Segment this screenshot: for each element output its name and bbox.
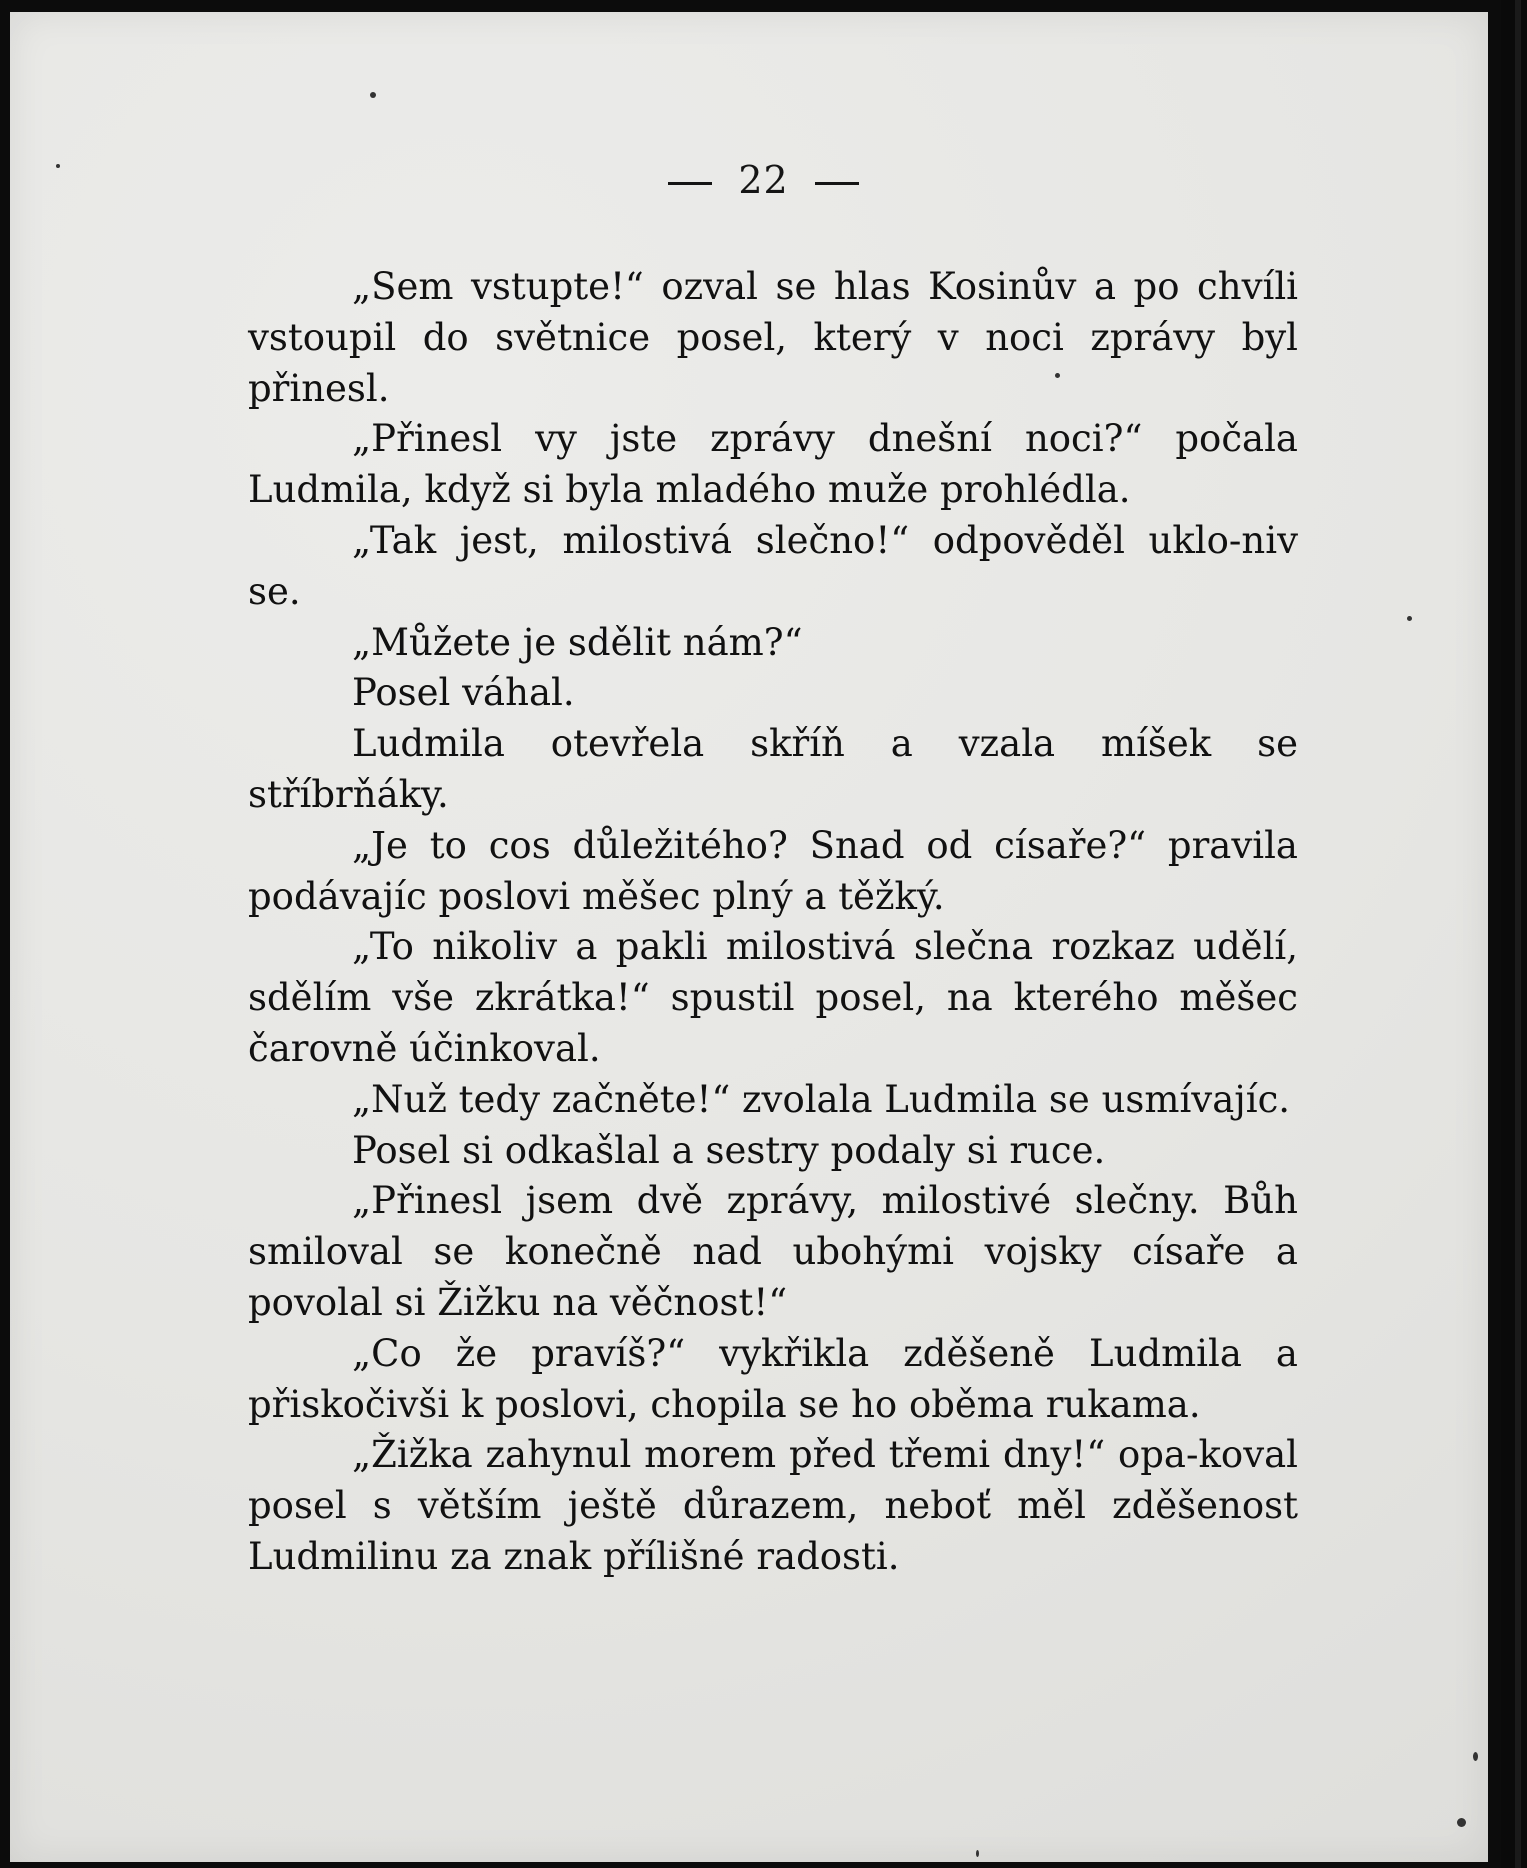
- paragraph: Ludmila otevřela skříň a vzala míšek se stříbrňáky.: [248, 722, 1298, 816]
- paragraph: „Je to cos důležitého? Snad od císaře?“ pravila podávajíc poslovi měšec plný a těžký.: [248, 823, 1298, 918]
- page-number-header: [0, 158, 1527, 202]
- paragraph: „Přinesl jsem dvě zprávy, milostivé slečny. Bůh smiloval se konečně nad ubohými vojsky císaře a povolal si Žižku na věčnost!“: [248, 1179, 1298, 1324]
- page-speck: [976, 1850, 979, 1857]
- paragraph: Posel si odkašlal a sestry podaly si ruce.: [352, 1128, 1106, 1172]
- page-speck: [1407, 616, 1412, 621]
- paragraph: „Tak jest, milostivá slečno!“ odpověděl uklo-niv se.: [248, 518, 1298, 613]
- paragraph: „Můžete je sdělit nám?“: [352, 620, 803, 664]
- scan-border: [1501, 0, 1527, 1868]
- paragraph: „Co že pravíš?“ vykřikla zděšeně Ludmila a přiskočivši k poslovi, chopila se ho oběma rukama.: [248, 1331, 1298, 1426]
- page-speck: [370, 92, 376, 98]
- paragraph: „Přinesl vy jste zprávy dnešní noci?“ počala Ludmila, když si byla mladého muže prohlédla.: [248, 417, 1298, 512]
- dash-left: [668, 182, 712, 185]
- scan-border-line: [1515, 0, 1521, 1868]
- paragraph: „To nikoliv a pakli milostivá slečna rozkaz udělí, sdělím vše zkrátka!“ spustil posel, na kterého měšec čarovně účinkoval.: [248, 925, 1298, 1070]
- dash-right: [815, 182, 859, 185]
- paragraph: Posel váhal.: [352, 671, 575, 715]
- paragraph: „Sem vstupte!“ ozval se hlas Kosinův a po chvíli vstoupil do světnice posel, který v noci zprávy byl přinesl.: [248, 265, 1298, 410]
- body-text: [248, 262, 1298, 1583]
- page-speck: [1457, 1818, 1466, 1827]
- page-number: 22: [738, 158, 789, 202]
- paragraph: „Nuž tedy začněte!“ zvolala Ludmila se usmívajíc.: [352, 1077, 1291, 1121]
- page-speck: [1473, 1752, 1478, 1761]
- paragraph: „Žižka zahynul morem před třemi dny!“ opa-koval posel s větším ještě důrazem, neboť měl zděšenost Ludmilinu za znak přílišné radosti.: [248, 1433, 1298, 1578]
